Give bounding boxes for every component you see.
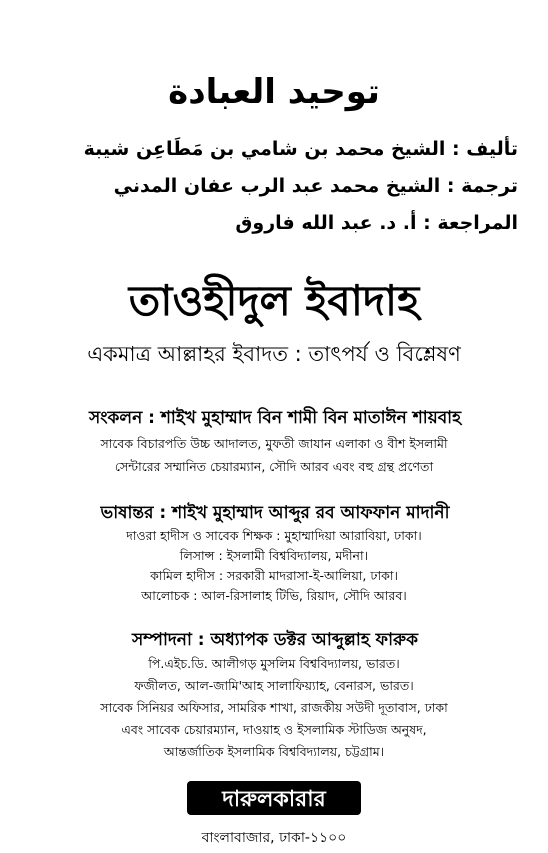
- compiler-detail-line: সেন্টারের সম্মানিত চেয়ারম্যান, সৌদি আরব এবং বহু গ্রন্থ প্রণেতা: [114, 459, 434, 474]
- translator-label: ভাষান্তর :: [100, 503, 167, 523]
- editor-detail-line: পি.এইচ.ডি. আলীগড় মুসলিম বিশ্ববিদ্যালয়, ভারত।: [148, 656, 400, 671]
- compiler-label: সংকলন :: [88, 408, 155, 428]
- translator-detail-line: আলোচক : আল-রিসালাহ টিভি, রিয়াদ, সৌদি আরব।: [141, 588, 407, 603]
- publisher-name: দারুলকারার: [222, 787, 326, 812]
- editor-heading: [20, 627, 530, 655]
- compiler-heading: [20, 405, 530, 433]
- arabic-title: توحيد العبادة: [168, 72, 380, 112]
- translator-detail-line: লিসান্স : ইসলামী বিশ্ববিদ্যালয়, মদীনা।: [179, 548, 369, 563]
- editor-label: সম্পাদনা :: [132, 630, 205, 650]
- compiler-detail-line: সাবেক বিচারপতি উচ্চ আদালত, মুফতী জাযান এলাকা ও বীশ ইসলামী: [100, 436, 448, 451]
- arabic-translator-line: ترجمة : الشيخ محمد عبد الرب عفان المدني: [113, 175, 518, 197]
- bengali-subtitle: একমাত্র আল্লাহর ইবাদত : তাৎপর্য ও বিশ্লেষণ: [87, 342, 461, 366]
- arabic-reviewer-line: المراجعة : أ. د. عبد الله فاروق: [235, 212, 518, 234]
- publisher-logo: [187, 781, 361, 815]
- translator-detail-line: দাওরা হাদীস ও সাবেক শিক্ষক : মুহাম্মাদিয়া আরাবিয়া, ঢাকা।: [126, 528, 422, 543]
- compiler-name: শাইখ মুহাম্মাদ বিন শামী বিন মাতাঈন শায়বাহ: [160, 408, 462, 428]
- bengali-title: তাওহীদুল ইবাদাহ: [128, 276, 420, 325]
- editor-detail-line: এবং সাবেক চেয়ারম্যান, দাওয়াহ ও ইসলামিক স্টাডিজ অনুষদ,: [121, 722, 427, 737]
- editor-detail-line: সাবেক সিনিয়র অফিসার, সামরিক শাখা, রাজকীয় সউদী দূতাবাস, ঢাকা: [100, 700, 448, 715]
- editor-detail-line: আন্তর্জাতিক ইসলামিক বিশ্ববিদ্যালয়, চট্টগ্রাম।: [163, 744, 385, 759]
- arabic-author-line: تأليف : الشيخ محمد بن شامي بن مَطَاعِن شيبة: [83, 138, 518, 160]
- translator-detail-line: কামিল হাদীস : সরকারী মাদরাসা-ই-আলিয়া, ঢাকা।: [150, 568, 398, 583]
- editor-name: অধ্যাপক ডক্টর আব্দুল্লাহ ফারুক: [210, 630, 418, 650]
- translator-heading: [20, 500, 530, 528]
- publisher-address: বাংলাবাজার, ঢাকা-১১০০: [201, 830, 347, 846]
- translator-name: শাইখ মুহাম্মাদ আব্দুর রব আফফান মাদানী: [172, 503, 450, 523]
- editor-detail-line: ফজীলত, আল-জামি'আহ সালাফিয়্যাহ, বেনারস, ভারত।: [134, 678, 414, 693]
